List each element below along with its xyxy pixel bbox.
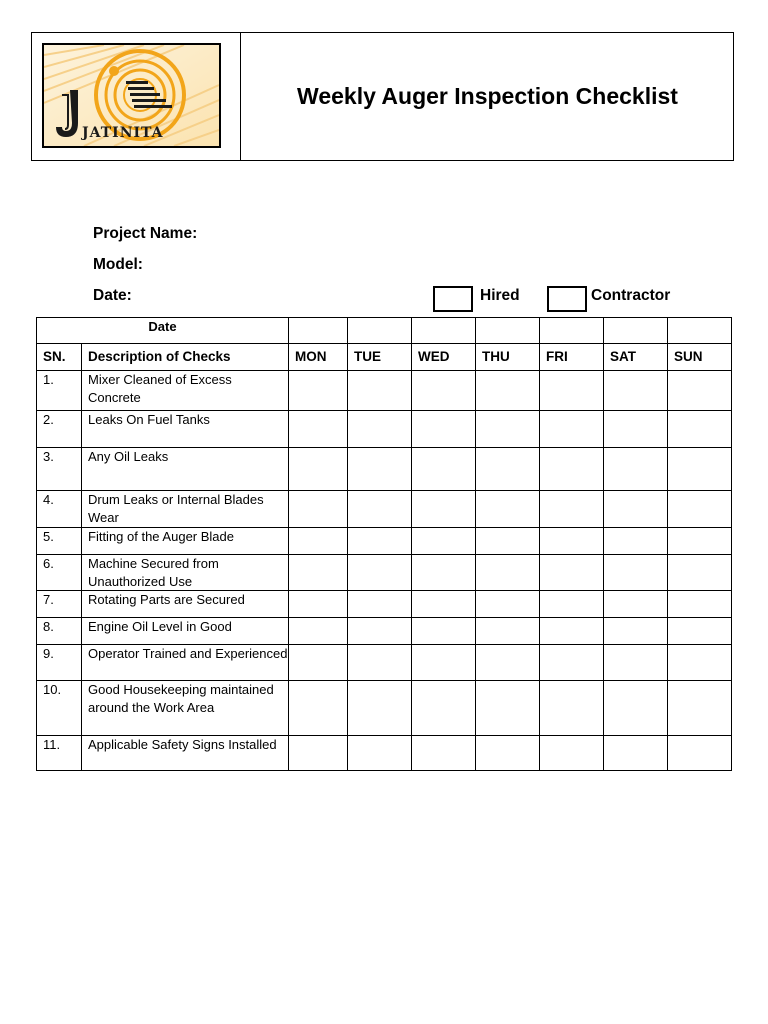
check-cell-tue[interactable] bbox=[348, 491, 412, 528]
day-header-tue: TUE bbox=[348, 344, 412, 371]
check-cell-thu[interactable] bbox=[476, 736, 540, 771]
check-cell-sat[interactable] bbox=[604, 448, 668, 491]
check-cell-mon[interactable] bbox=[289, 528, 348, 555]
check-cell-wed[interactable] bbox=[412, 448, 476, 491]
header-row bbox=[37, 344, 732, 371]
row-description: Rotating Parts are Secured bbox=[82, 591, 289, 618]
hired-label: Hired bbox=[480, 287, 520, 304]
check-cell-wed[interactable] bbox=[412, 591, 476, 618]
date-label: Date: bbox=[93, 287, 132, 304]
check-cell-mon[interactable] bbox=[289, 555, 348, 591]
row-sn: 10. bbox=[37, 681, 82, 736]
check-cell-wed[interactable] bbox=[412, 491, 476, 528]
check-cell-sun[interactable] bbox=[668, 491, 732, 528]
check-cell-thu[interactable] bbox=[476, 491, 540, 528]
row-sn: 3. bbox=[37, 448, 82, 491]
check-cell-mon[interactable] bbox=[289, 591, 348, 618]
check-cell-sun[interactable] bbox=[668, 645, 732, 681]
check-cell-fri[interactable] bbox=[540, 411, 604, 448]
row-description: Fitting of the Auger Blade bbox=[82, 528, 289, 555]
row-sn: 7. bbox=[37, 591, 82, 618]
check-cell-wed[interactable] bbox=[412, 736, 476, 771]
row-sn: 1. bbox=[37, 371, 82, 411]
check-cell-fri[interactable] bbox=[540, 555, 604, 591]
table-row bbox=[37, 491, 732, 528]
date-cell-tue[interactable] bbox=[348, 318, 412, 344]
check-cell-tue[interactable] bbox=[348, 736, 412, 771]
check-cell-fri[interactable] bbox=[540, 448, 604, 491]
check-cell-wed[interactable] bbox=[412, 618, 476, 645]
check-cell-wed[interactable] bbox=[412, 371, 476, 411]
row-sn: 2. bbox=[37, 411, 82, 448]
day-header-sun: SUN bbox=[668, 344, 732, 371]
check-cell-thu[interactable] bbox=[476, 645, 540, 681]
contractor-label: Contractor bbox=[591, 287, 671, 304]
row-description: Good Housekeeping maintained around the Work Area bbox=[82, 681, 289, 736]
check-cell-tue[interactable] bbox=[348, 448, 412, 491]
row-description: Any Oil Leaks bbox=[82, 448, 289, 491]
check-cell-mon[interactable] bbox=[289, 618, 348, 645]
check-cell-sat[interactable] bbox=[604, 371, 668, 411]
row-sn: 8. bbox=[37, 618, 82, 645]
check-cell-sat[interactable] bbox=[604, 681, 668, 736]
check-cell-thu[interactable] bbox=[476, 448, 540, 491]
check-cell-mon[interactable] bbox=[289, 645, 348, 681]
check-cell-tue[interactable] bbox=[348, 528, 412, 555]
table-row bbox=[37, 591, 732, 618]
check-cell-wed[interactable] bbox=[412, 528, 476, 555]
page-title: Weekly Auger Inspection Checklist bbox=[297, 83, 678, 109]
contractor-checkbox[interactable] bbox=[547, 286, 587, 312]
date-cell-wed[interactable] bbox=[412, 318, 476, 344]
check-cell-wed[interactable] bbox=[412, 645, 476, 681]
check-cell-tue[interactable] bbox=[348, 555, 412, 591]
day-header-wed: WED bbox=[412, 344, 476, 371]
check-cell-thu[interactable] bbox=[476, 681, 540, 736]
check-cell-thu[interactable] bbox=[476, 528, 540, 555]
check-cell-sun[interactable] bbox=[668, 591, 732, 618]
check-cell-thu[interactable] bbox=[476, 555, 540, 591]
day-header-thu: THU bbox=[476, 344, 540, 371]
check-cell-mon[interactable] bbox=[289, 371, 348, 411]
table-row bbox=[37, 411, 732, 448]
check-cell-sat[interactable] bbox=[604, 491, 668, 528]
day-header-fri: FRI bbox=[540, 344, 604, 371]
row-sn: 5. bbox=[37, 528, 82, 555]
table-row bbox=[37, 618, 732, 645]
check-cell-tue[interactable] bbox=[348, 591, 412, 618]
check-cell-wed[interactable] bbox=[412, 411, 476, 448]
row-description: Leaks On Fuel Tanks bbox=[82, 411, 289, 448]
check-cell-sat[interactable] bbox=[604, 736, 668, 771]
check-cell-sat[interactable] bbox=[604, 555, 668, 591]
table-row bbox=[37, 645, 732, 681]
check-cell-mon[interactable] bbox=[289, 411, 348, 448]
date-cell-thu[interactable] bbox=[476, 318, 540, 344]
check-cell-sat[interactable] bbox=[604, 645, 668, 681]
check-cell-tue[interactable] bbox=[348, 645, 412, 681]
check-cell-tue[interactable] bbox=[348, 618, 412, 645]
check-cell-wed[interactable] bbox=[412, 555, 476, 591]
check-cell-mon[interactable] bbox=[289, 736, 348, 771]
row-description: Mixer Cleaned of Excess Concrete bbox=[82, 371, 289, 411]
logo-text: JATINITA bbox=[82, 125, 164, 141]
table-row bbox=[37, 528, 732, 555]
check-cell-fri[interactable] bbox=[540, 371, 604, 411]
day-header-sat: SAT bbox=[604, 344, 668, 371]
hired-checkbox[interactable] bbox=[433, 286, 473, 312]
row-sn: 9. bbox=[37, 645, 82, 681]
check-cell-sun[interactable] bbox=[668, 618, 732, 645]
table-row bbox=[37, 448, 732, 491]
check-cell-thu[interactable] bbox=[476, 591, 540, 618]
check-cell-sun[interactable] bbox=[668, 371, 732, 411]
day-header-mon: MON bbox=[289, 344, 348, 371]
date-cell-sun[interactable] bbox=[668, 318, 732, 344]
row-description: Applicable Safety Signs Installed bbox=[82, 736, 289, 771]
check-cell-mon[interactable] bbox=[289, 681, 348, 736]
check-cell-fri[interactable] bbox=[540, 618, 604, 645]
date-header: Date bbox=[37, 318, 289, 344]
check-cell-sat[interactable] bbox=[604, 411, 668, 448]
date-cell-fri[interactable] bbox=[540, 318, 604, 344]
check-cell-fri[interactable] bbox=[540, 681, 604, 736]
check-cell-fri[interactable] bbox=[540, 591, 604, 618]
check-cell-sun[interactable] bbox=[668, 448, 732, 491]
check-cell-mon[interactable] bbox=[289, 448, 348, 491]
table-row bbox=[37, 736, 732, 771]
description-header: Description of Checks bbox=[82, 344, 289, 371]
check-cell-fri[interactable] bbox=[540, 528, 604, 555]
check-cell-sat[interactable] bbox=[604, 618, 668, 645]
date-row bbox=[37, 318, 732, 344]
check-cell-fri[interactable] bbox=[540, 491, 604, 528]
company-logo bbox=[42, 43, 221, 148]
check-cell-tue[interactable] bbox=[348, 681, 412, 736]
check-cell-sat[interactable] bbox=[604, 528, 668, 555]
row-description: Operator Trained and Experienced bbox=[82, 645, 289, 681]
check-cell-fri[interactable] bbox=[540, 645, 604, 681]
check-cell-thu[interactable] bbox=[476, 371, 540, 411]
row-sn: 6. bbox=[37, 555, 82, 591]
check-cell-thu[interactable] bbox=[476, 411, 540, 448]
row-description: Drum Leaks or Internal Blades Wear bbox=[82, 491, 289, 528]
row-description: Engine Oil Level in Good bbox=[82, 618, 289, 645]
check-cell-wed[interactable] bbox=[412, 681, 476, 736]
check-cell-mon[interactable] bbox=[289, 491, 348, 528]
table-row bbox=[37, 371, 732, 411]
row-description: Machine Secured from Unauthorized Use bbox=[82, 555, 289, 591]
date-cell-sat[interactable] bbox=[604, 318, 668, 344]
check-cell-sun[interactable] bbox=[668, 736, 732, 771]
date-cell-mon[interactable] bbox=[289, 318, 348, 344]
check-cell-sun[interactable] bbox=[668, 681, 732, 736]
row-sn: 11. bbox=[37, 736, 82, 771]
check-cell-sun[interactable] bbox=[668, 555, 732, 591]
check-cell-tue[interactable] bbox=[348, 411, 412, 448]
project-name-label: Project Name: bbox=[93, 225, 198, 242]
table-row bbox=[37, 555, 732, 591]
check-cell-sun[interactable] bbox=[668, 528, 732, 555]
model-label: Model: bbox=[93, 256, 143, 273]
table-row bbox=[37, 681, 732, 736]
check-cell-fri[interactable] bbox=[540, 736, 604, 771]
row-sn: 4. bbox=[37, 491, 82, 528]
check-cell-tue[interactable] bbox=[348, 371, 412, 411]
check-cell-sun[interactable] bbox=[668, 411, 732, 448]
check-cell-thu[interactable] bbox=[476, 618, 540, 645]
check-cell-sat[interactable] bbox=[604, 591, 668, 618]
sn-header: SN. bbox=[37, 344, 82, 371]
inspection-table bbox=[36, 317, 732, 771]
